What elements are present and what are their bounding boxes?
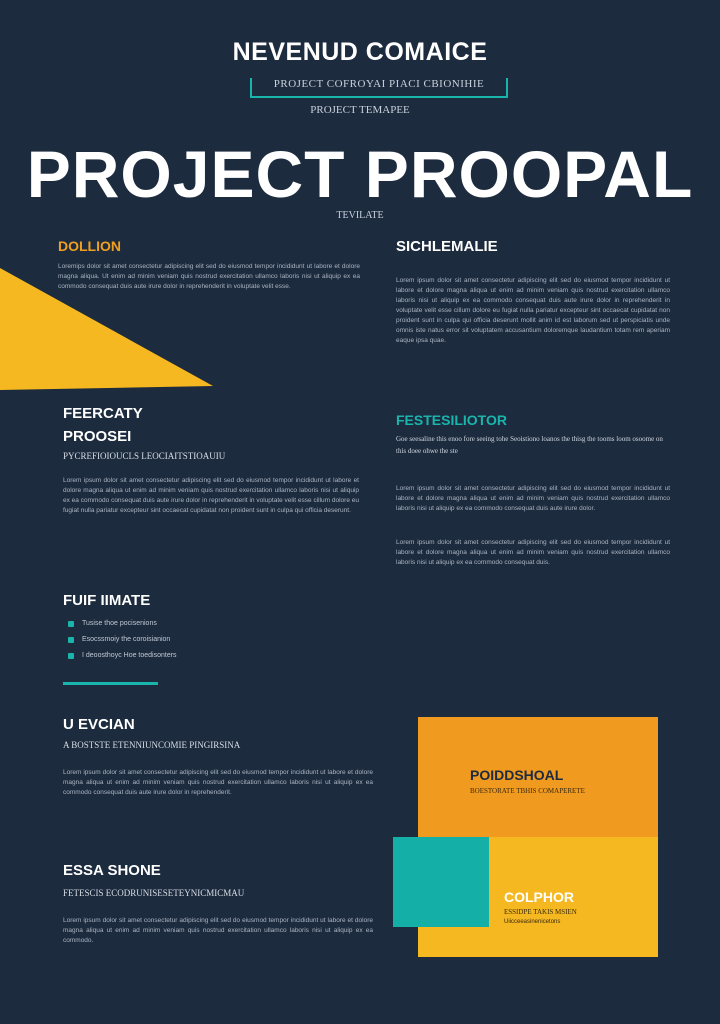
- section-heading-fuif-iimate: FUIF IIMATE: [63, 592, 151, 609]
- orange-card: [418, 717, 658, 837]
- yellow-card-sub2: Uiicceeasinenicetons: [504, 919, 561, 925]
- section-lead-festesiliotor: Goe seesaline this enoo fore seeing tohe Seoistiono loanos the thisg the tooms loom osoome on this doee ohwe the ste: [396, 435, 663, 455]
- bullet-text: Esocssmoiy the coroisianion: [82, 636, 171, 643]
- section-body-feercaty: Lorem ipsum dolor sit amet consectetur adipiscing elit sed do eiusmod tempor incididunt ut labore et dolore magna aliqua ut enim ad minim veniam quis nostrud exercitation ullamco laboris nisi ut aliquip ex ea commodo consequat duis aute irure dolor in reprehenderit in voluptate velit esse cillum dolore eu fugiat nulla pariatur excepteur sint occaecat cupidatat non proident sunt in culpa qui officia deserunt.: [63, 477, 359, 514]
- section-heading-feercaty: FEERCATY: [63, 405, 143, 422]
- section-body-evcian: Lorem ipsum dolor sit amet consectetur adipiscing elit sed do eiusmod tempor incididunt ut labore et dolore magna aliqua ut enim ad minim veniam quis nostrud exercitation ullamco laboris nisi ut aliquip ex ea commodo consequat duis aute irure dolor in reprehenderit.: [63, 769, 373, 796]
- section-heading-proosei: PROOSEI: [63, 428, 132, 445]
- list-item: [68, 616, 268, 632]
- section-body2-festesiliotor: Lorem ipsum dolor sit amet consectetur adipiscing elit sed do eiusmod tempor incididunt ut labore et dolore magna aliqua ut enim ad minim veniam quis nostrud exercitation ullamco laboris nisi ut aliquip ex ea commodo consequat duis.: [396, 539, 670, 566]
- section-heading-festesiliotor: FESTESILIOTOR: [396, 412, 507, 428]
- bullet-list: [68, 616, 268, 664]
- teal-square-decoration: [393, 837, 489, 927]
- section-subline-essa-shone: FETESCIS ECODRUNISESETEYNICMICMAU: [63, 888, 245, 898]
- bullet-text: Tusise thoe pocisenions: [82, 620, 157, 627]
- section-heading-evcian: U EVCIAN: [63, 716, 135, 733]
- bullet-icon: [68, 637, 74, 643]
- section-heading-essa-shone: ESSA SHONE: [63, 862, 161, 879]
- section-body-sichlemalie: Lorem ipsum dolor sit amet consectetur adipiscing elit sed do eiusmod tempor incididunt ut labore et dolore magna aliqua ut enim ad minim veniam quis nostrud exercitation ullamco laboris nisi ut aliquip ex ea commodo consequat duis aute irure dolor in reprehenderit in voluptate velit esse cillum dolore eu fugiat nulla pariatur excepteur sint occaecat cupidatat non proident sunt in culpa qui officia deserunt mollit anim id est laborum sed ut perspiciatis unde omnis iste natus error sit voluptatem accusantium doloremque laudantium totam rem aperiam eaque ipsa quae.: [396, 277, 670, 344]
- bullet-text: I deoosthoyc Hoe toedisonters: [82, 652, 177, 659]
- orange-card-subtitle: BOESTORATE TBHIS COMAPERETE: [470, 787, 585, 795]
- list-item: [68, 648, 268, 664]
- section-body1-festesiliotor: Lorem ipsum dolor sit amet consectetur adipiscing elit sed do eiusmod tempor incididunt ut labore et dolore magna aliqua ut enim ad minim veniam quis nostrud exercitation ullamco laboris nisi ut aliquip ex ea commodo consequat duis aute irure dolor.: [396, 485, 670, 512]
- page-title: PROJECT PROOPAL: [26, 137, 694, 211]
- bullet-icon: [68, 621, 74, 627]
- template-label: TEVILATE: [336, 210, 384, 221]
- section-subline-evcian: A BOSTSTE ETENNIUNCOMIE PINGIRSINA: [63, 740, 241, 750]
- teal-divider: [63, 682, 158, 685]
- section-body-dollion: Loremips dolor sit amet consectetur adipiscing elit sed do eiusmod tempor incididunt ut labore et dolore magna aliqua. Ut enim ad minim veniam quis nostrud exercitation ullamco laboris nisi ut aliquip ex ea commodo consequat duis aute irure dolor in reprehenderit in voluptate velit esse.: [58, 263, 360, 290]
- bullet-icon: [68, 653, 74, 659]
- orange-card-title: POIDDSHOAL: [470, 767, 564, 783]
- section-subline-feercaty: PYCREFIOIOUCLS LEOCIAITSTIOAUIU: [63, 451, 226, 461]
- company-name: NEVENUD COMAICE: [232, 38, 488, 66]
- section-heading-sichlemalie: SICHLEMALIE: [396, 238, 498, 255]
- yellow-card-subtitle: ESSIDPE TAKIS MSIEN: [504, 908, 577, 916]
- tagline: PROJECT COFROYAI PIACI CBIONIHIE: [250, 78, 508, 98]
- section-body-essa-shone: Lorem ipsum dolor sit amet consectetur adipiscing elit sed do eiusmod tempor incididunt ut labore et dolore magna aliqua ut enim ad minim veniam quis nostrud exercitation ullamco laboris nisi ut aliquip ex ea commodo.: [63, 917, 373, 944]
- project-subtag: PROJECT TEMAPEE: [310, 104, 410, 116]
- section-heading-dollion: DOLLION: [58, 238, 121, 254]
- list-item: [68, 632, 268, 648]
- yellow-card-title: COLPHOR: [504, 889, 574, 905]
